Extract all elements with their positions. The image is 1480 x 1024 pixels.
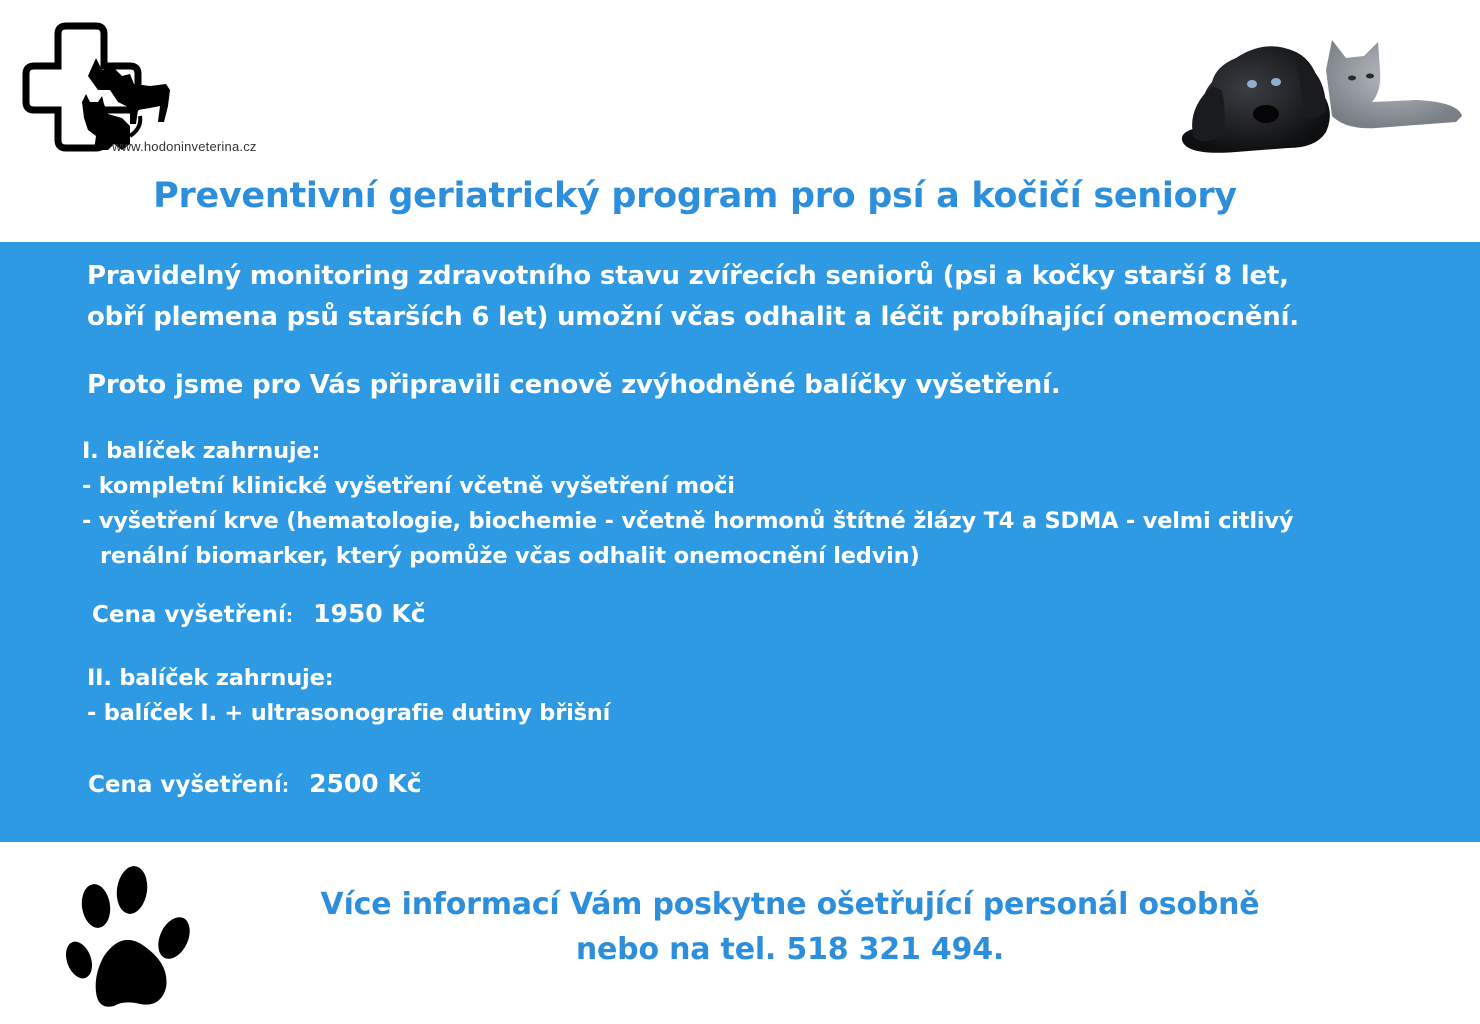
paw-print-icon [62,860,198,1010]
package-2 [87,661,610,731]
package-1-price [92,599,426,628]
price-value: 2500 Kč [309,769,422,798]
package-2-price [88,769,422,798]
website-url: www.hodoninveterina.cz [112,139,257,154]
clinic-logo [18,18,298,158]
price-separator: : [285,606,294,627]
price-label: Cena vyšetření [88,772,282,798]
price-label: Cena vyšetření [92,602,286,628]
contact-info [290,882,1290,972]
package-1-heading: I. balíček zahrnuje: [82,438,321,464]
dog-and-cat-photo [1176,30,1466,170]
page-title: Preventivní geriatrický program pro psí a kočičí seniory [153,176,1237,216]
price-separator: : [281,776,290,797]
intro-line: obří plemena psů starších 6 let) umožní včas odhalit a léčit probíhající onemocnění. [87,302,1299,332]
package-2-item: - balíček I. + ultrasonografie dutiny břišní [87,700,611,726]
package-1-item: - kompletní klinické vyšetření včetně vyšetření moči [82,473,735,499]
intro-paragraph [87,256,1299,338]
package-1-item: - vyšetření krve (hematologie, biochemie - včetně hormonů štítné žlázy T4 a SDMA - velmi citlivý [82,508,1294,534]
offer-text: Proto jsme pro Vás připravili cenově zvýhodněné balíčky vyšetření. [87,370,1061,400]
contact-phone-line: nebo na tel. 518 321 494. [575,932,1005,967]
package-2-heading: II. balíček zahrnuje: [87,665,334,691]
contact-line: Více informací Vám poskytne ošetřující personál osobně [320,887,1260,922]
info-panel [0,242,1480,842]
package-1 [82,434,1293,574]
intro-line: Pravidelný monitoring zdravotního stavu zvířecích seniorů (psi a kočky starší 8 let, [87,261,1289,291]
price-value: 1950 Kč [313,599,426,628]
package-1-item: renální biomarker, který pomůže včas odhalit onemocnění ledvin) [100,543,920,569]
